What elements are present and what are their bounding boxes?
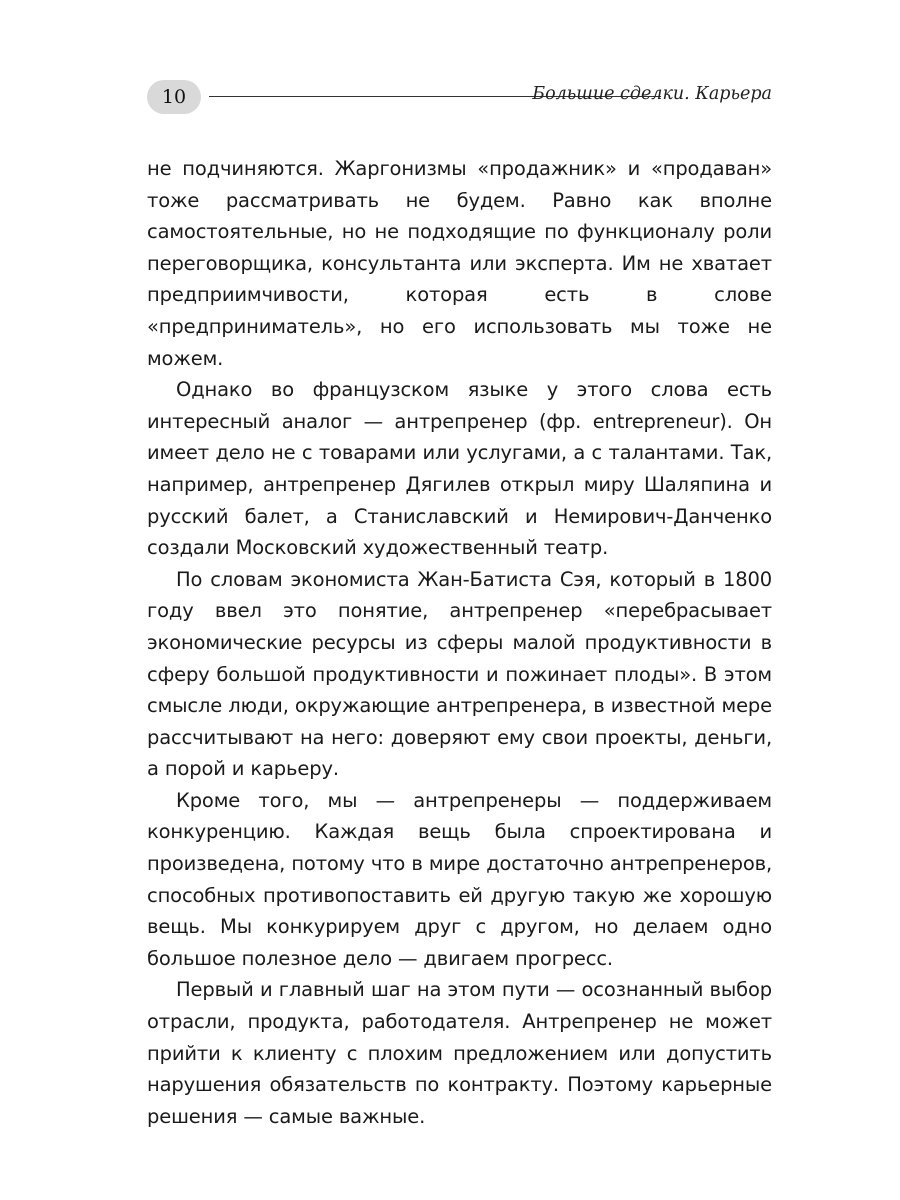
paragraph: По словам экономиста Жан-Батиста Сэя, который в 1800 году ввел это понятие, антрепренер «перебрасывает экономические ресурсы из сферы малой продуктивности в сферу большой продуктивности и пожинает плоды». В этом смысле люди, окружающие антрепренера, в известной мере рассчитывают на него: доверяют ему свои проекты, деньги, а порой и карьеру. xyxy=(147,567,772,781)
paragraph: Однако во французском языке у этого слова есть интересный аналог — антрепренер (фр. entrepreneur). Он имеет дело не с товарами или услугами, а с талантами. Так, например, антрепренер Дягилев открыл миру Шаляпина и русский балет, а Станиславский и Немирович-Данченко создали Московский художественный театр. xyxy=(147,378,772,560)
running-title: Большие сделки. Карьера xyxy=(532,84,772,104)
paragraph-continued: не подчиняются. Жаргонизмы «продажник» и «продаван» тоже рассматривать не будем. Равно как вполне самостоятельные, но не подходящие по функционалу роли переговорщика, консультанта или эксперта. Им не хватает предприимчивости, которая есть в слове «предприниматель», но его использовать мы тоже не можем. xyxy=(147,157,772,370)
body-text xyxy=(147,153,772,1132)
page-number: 10 xyxy=(147,80,201,114)
paragraph: Первый и главный шаг на этом пути — осознанный выбор отрасли, продукта, работодателя. Антрепренер не может прийти к клиенту с плохим предложением или допустить нарушения обязательств по контракту. Поэтому карьерные решения — самые важные. xyxy=(147,978,772,1128)
paragraph: Кроме того, мы — антрепренеры — поддерживаем конкуренцию. Каждая вещь была спроектирована и произведена, потому что в мире достаточно антрепренеров, способных противопоставить ей другую такую же хорошую вещь. Мы конкурируем друг с другом, но делаем одно большое полезное дело — двигаем прогресс. xyxy=(147,788,772,970)
page-header xyxy=(147,80,772,114)
